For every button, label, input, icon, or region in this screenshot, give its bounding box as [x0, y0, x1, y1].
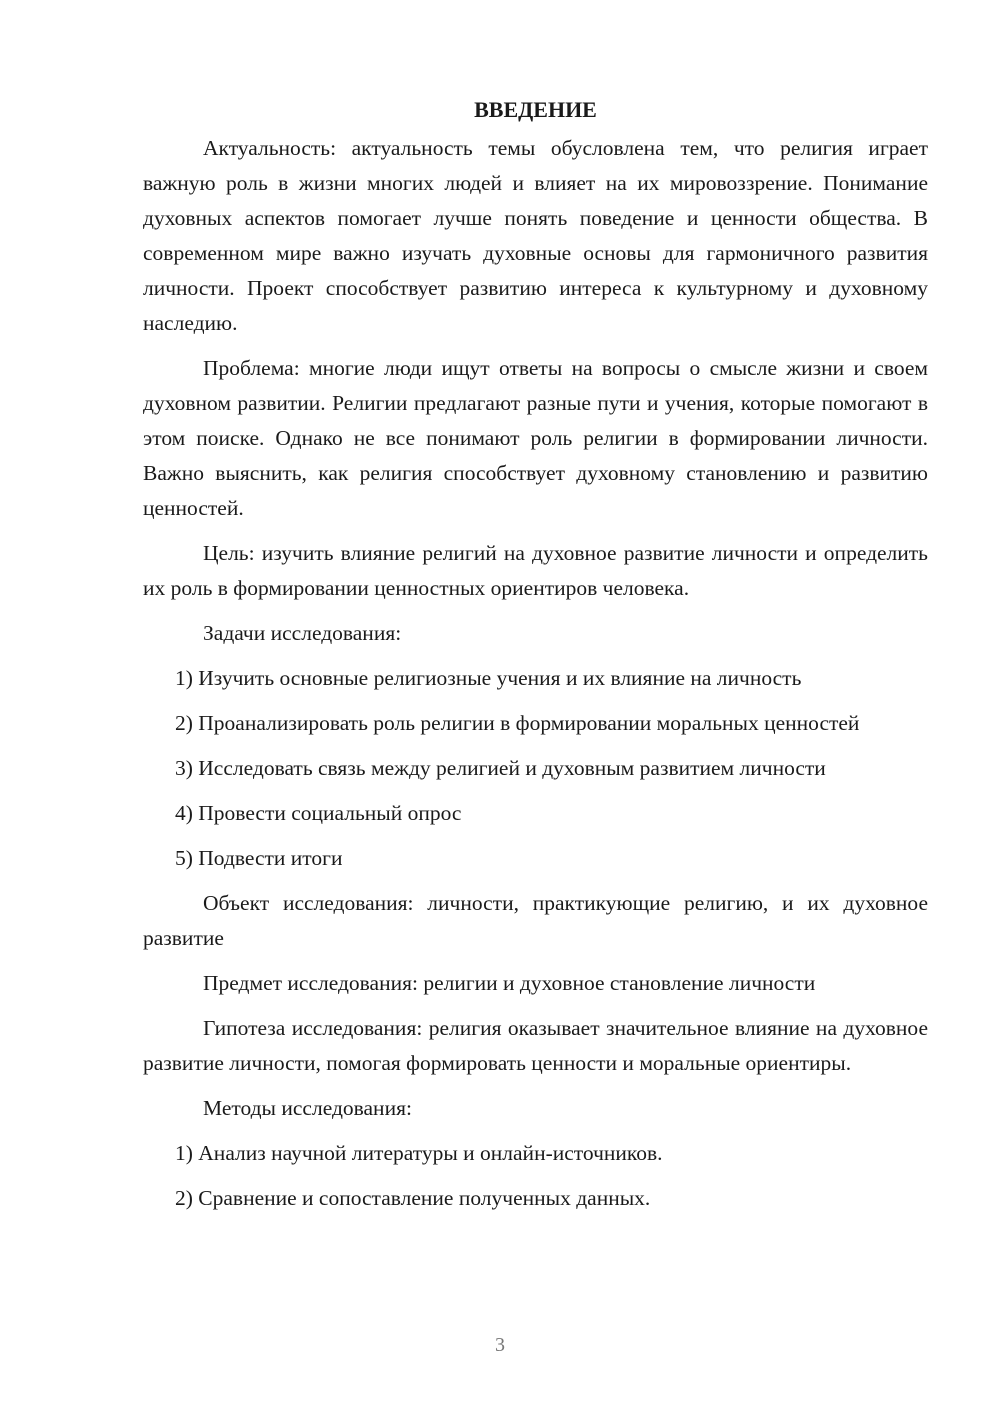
document-page [143, 92, 928, 1226]
task-item-2: 2) Проанализировать роль религии в формировании моральных ценностей [175, 711, 860, 735]
hypothesis-paragraph: Гипотеза исследования: религия оказывает значительное влияние на духовное развитие личности, помогая формировать ценности и моральные ориентиры. [143, 1016, 928, 1075]
method-item-2: 2) Сравнение и сопоставление полученных данных. [175, 1186, 651, 1210]
method-item-1: 1) Анализ научной литературы и онлайн-источников. [175, 1141, 663, 1165]
task-item-4: 4) Провести социальный опрос [175, 801, 462, 825]
problem-paragraph: Проблема: многие люди ищут ответы на вопросы о смысле жизни и своем духовном развитии. Религии предлагают разные пути и учения, которые помогают в этом поиске. Однако не все понимают роль религии в формировании личности. Важно выяснить, как религия способствует духовному становлению и развитию ценностей. [143, 356, 928, 520]
tasks-heading: Задачи исследования: [203, 621, 402, 645]
task-item-1: 1) Изучить основные религиозные учения и их влияние на личность [175, 666, 802, 690]
task-item-3: 3) Исследовать связь между религией и духовным развитием личности [175, 756, 826, 780]
section-title: ВВЕДЕНИЕ [474, 97, 597, 122]
goal-paragraph: Цель: изучить влияние религий на духовное развитие личности и определить их роль в формировании ценностных ориентиров человека. [143, 541, 928, 600]
relevance-paragraph: Актуальность: актуальность темы обусловлена тем, что религия играет важную роль в жизни многих людей и влияет на их мировоззрение. Понимание духовных аспектов помогает лучше понять поведение и ценности общества. В современном мире важно изучать духовные основы для гармоничного развития личности. Проект способствует развитию интереса к культурному и духовному наследию. [143, 136, 928, 335]
task-item-5: 5) Подвести итоги [175, 846, 343, 870]
methods-heading: Методы исследования: [203, 1096, 412, 1120]
object-paragraph: Объект исследования: личности, практикующие религию, и их духовное развитие [143, 891, 928, 950]
page-number: 3 [495, 1334, 505, 1356]
subject-paragraph: Предмет исследования: религии и духовное становление личности [203, 971, 816, 995]
